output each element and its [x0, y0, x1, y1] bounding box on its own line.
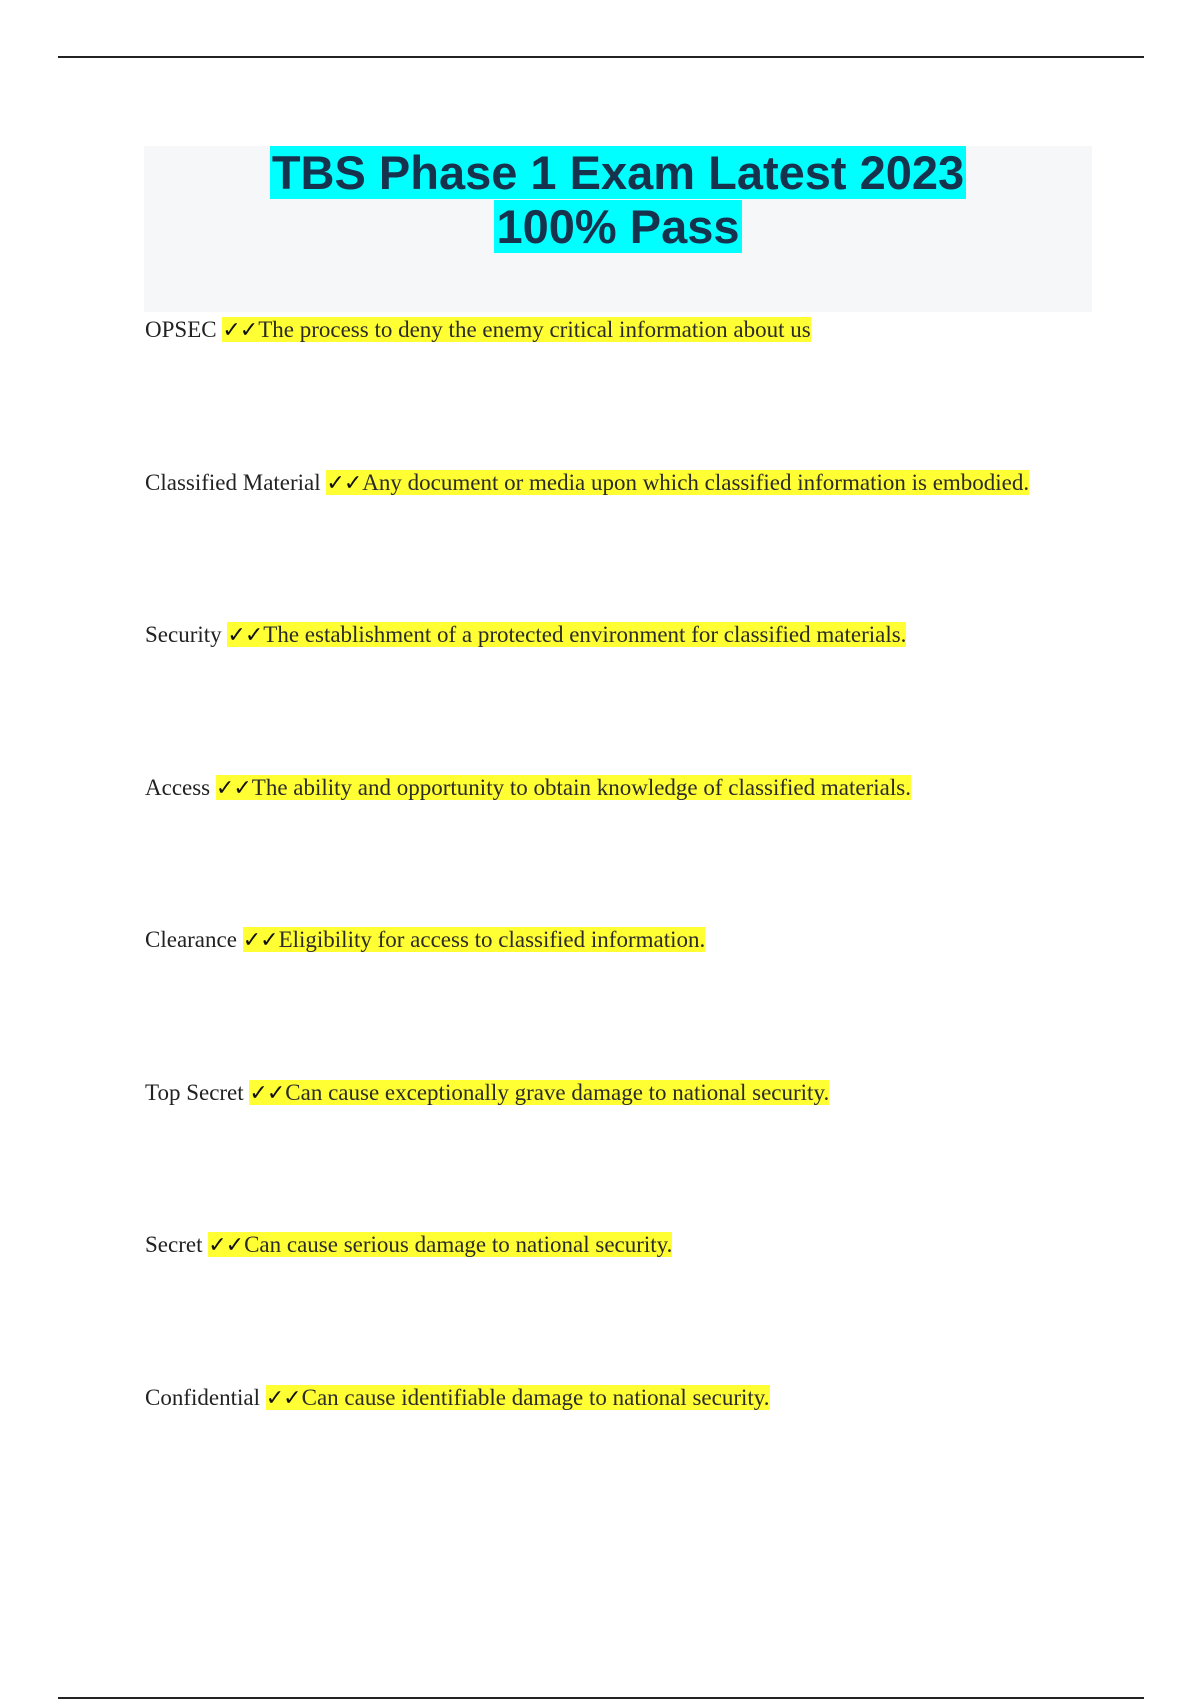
entry-term: Confidential	[145, 1385, 260, 1410]
footer-rule	[58, 1697, 1144, 1699]
entry-answer: The ability and opportunity to obtain knowledge of classified materials.	[251, 775, 911, 800]
entry-answer-highlight	[222, 317, 810, 342]
double-check-icon: ✓✓	[227, 623, 263, 648]
qa-entry-classified-material	[145, 468, 1029, 499]
entry-answer: Any document or media upon which classified information is embodied.	[362, 470, 1030, 495]
entry-term: Secret	[145, 1232, 203, 1257]
entry-answer-highlight	[249, 1080, 829, 1105]
double-check-icon: ✓✓	[249, 1081, 285, 1106]
entry-answer-highlight	[216, 775, 911, 800]
document-title-line-1: TBS Phase 1 Exam Latest 2023	[271, 146, 965, 199]
qa-entry-clearance	[145, 925, 705, 956]
double-check-icon: ✓✓	[265, 1386, 301, 1411]
double-check-icon: ✓✓	[215, 776, 251, 801]
entry-answer: Can cause serious damage to national security.	[244, 1232, 673, 1257]
entry-answer: The process to deny the enemy critical information about us	[258, 317, 811, 342]
entry-answer: Can cause identifiable damage to national security.	[301, 1385, 770, 1410]
entry-term: Top Secret	[145, 1080, 244, 1105]
double-check-icon: ✓✓	[242, 928, 278, 953]
entry-answer-highlight	[243, 927, 706, 952]
header-rule	[58, 56, 1144, 58]
qa-entry-opsec	[145, 315, 811, 346]
document-title-line-2: 100% Pass	[496, 200, 740, 253]
double-check-icon: ✓✓	[326, 471, 362, 496]
entry-answer-highlight	[208, 1232, 672, 1257]
qa-entry-confidential	[145, 1383, 770, 1414]
entry-term: Classified Material	[145, 470, 321, 495]
qa-entry-secret	[145, 1230, 672, 1261]
entry-answer-highlight	[326, 470, 1029, 495]
entry-answer: The establishment of a protected environment for classified materials.	[263, 622, 907, 647]
qa-entry-security	[145, 620, 906, 651]
entry-term: Clearance	[145, 927, 237, 952]
entry-answer-highlight	[227, 622, 906, 647]
entry-answer-highlight	[266, 1385, 770, 1410]
entry-answer: Eligibility for access to classified information.	[278, 927, 706, 952]
qa-entry-top-secret	[145, 1078, 829, 1109]
entry-term: Security	[145, 622, 222, 647]
double-check-icon: ✓✓	[222, 318, 258, 343]
qa-entry-access	[145, 773, 911, 804]
entry-answer: Can cause exceptionally grave damage to national security.	[285, 1080, 830, 1105]
title-banner	[144, 146, 1092, 312]
entry-term: OPSEC	[145, 317, 217, 342]
double-check-icon: ✓✓	[208, 1233, 244, 1258]
entry-term: Access	[145, 775, 211, 800]
